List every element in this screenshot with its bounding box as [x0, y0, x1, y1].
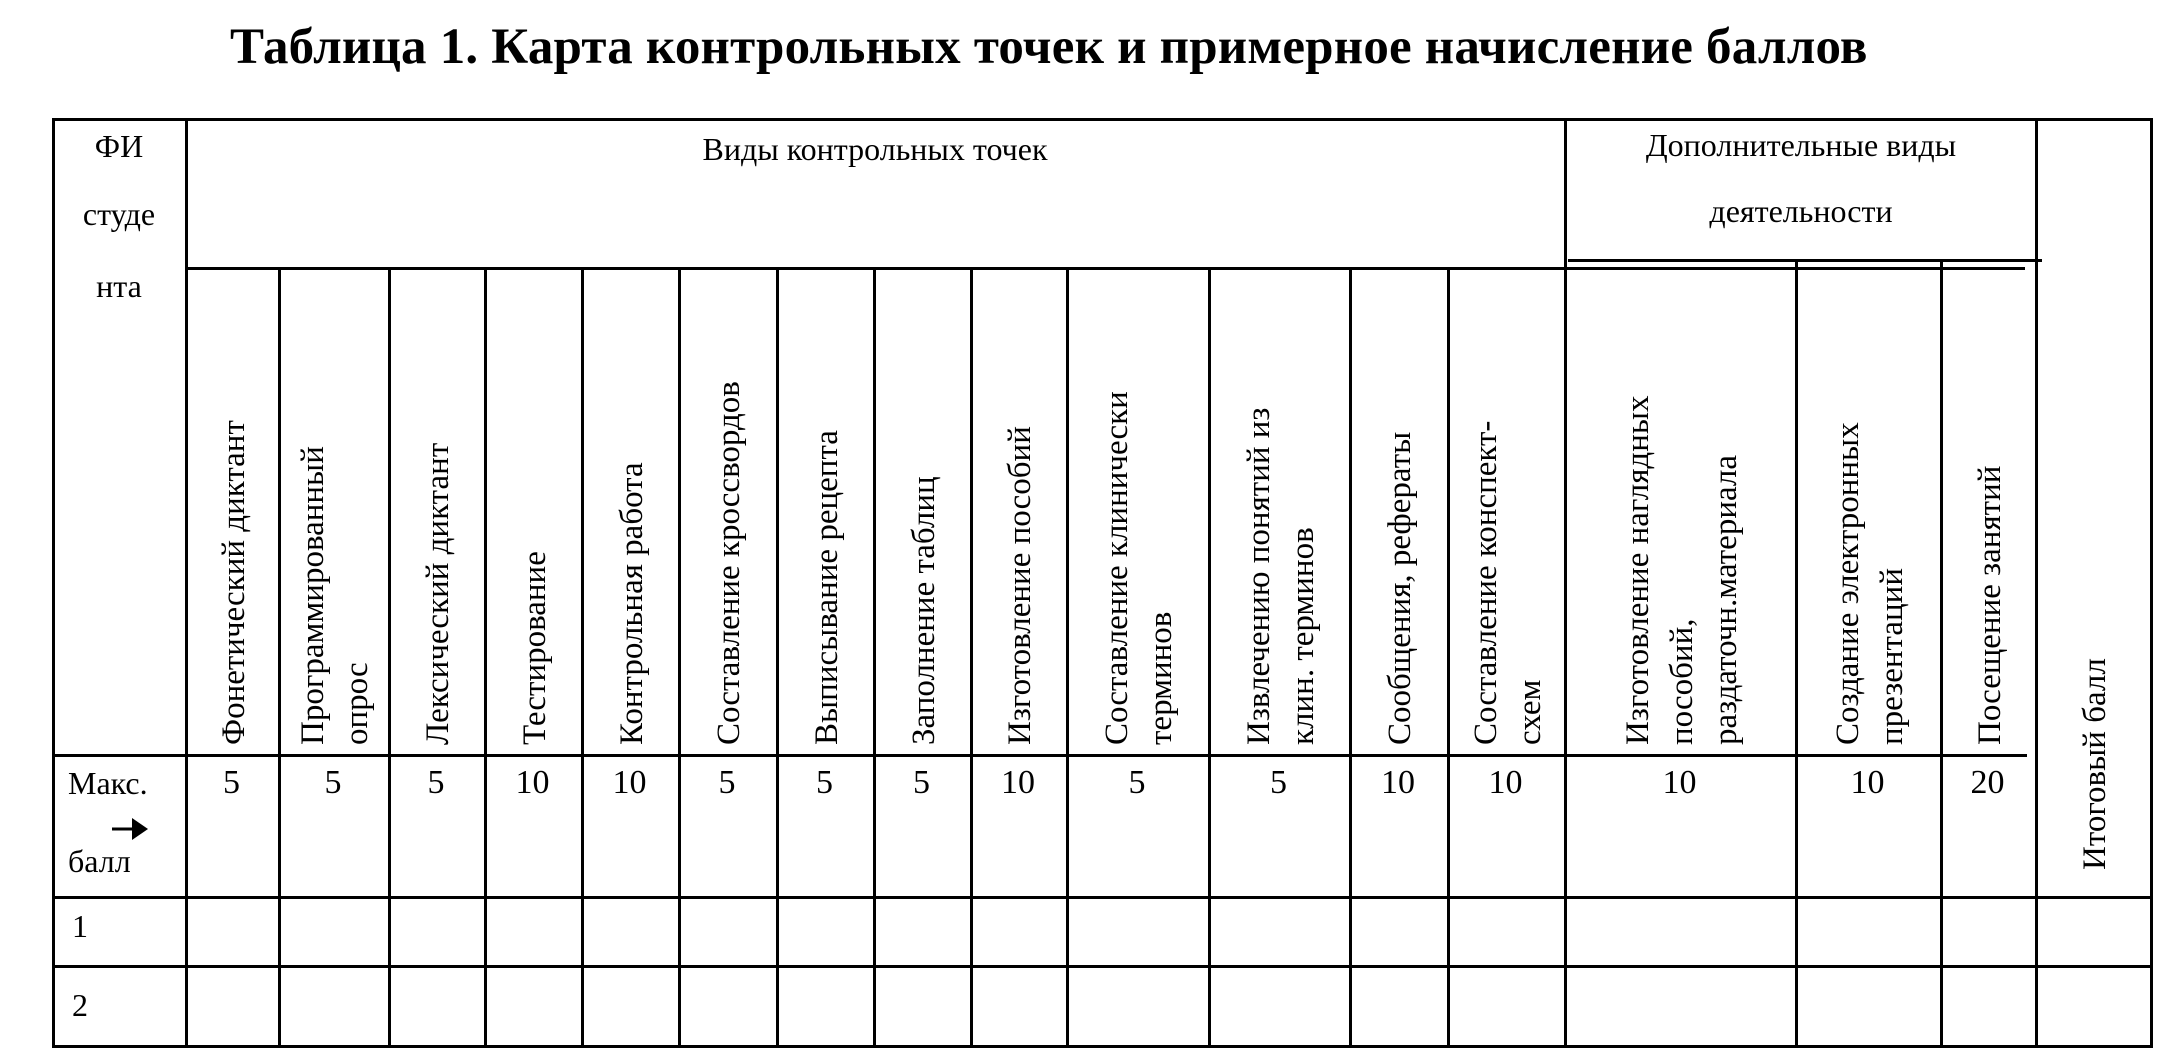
column-header-13-line-1: Составление конспект-	[1467, 420, 1504, 745]
column-header-3-line-1: Лексический диктант	[420, 442, 456, 745]
max-score-value-12: 10	[1381, 764, 1415, 801]
column-header-6-line-1: Составление кроссвордов	[711, 381, 747, 745]
max-score-value-16: 20	[1970, 764, 2005, 801]
max-score-value-4: 10	[515, 764, 550, 801]
column-header-10-line-1: Составление клинически	[1099, 391, 1135, 745]
arrow-right-icon	[110, 815, 150, 843]
max-score-label-line-2: балл	[68, 843, 131, 879]
max-score-value-3: 5	[427, 764, 445, 801]
row-number-1: 1	[72, 908, 88, 944]
column-header-11-line-1: Извлечению понятий из	[1240, 407, 1277, 745]
table-title: Таблица 1. Карта контрольных точек и примерное начисление баллов	[230, 19, 1868, 75]
column-header-14-line-3: раздаточн.материала	[1707, 454, 1744, 745]
column-header-2-line-2: опрос	[339, 662, 375, 745]
column-header-7-line-1: Выписывание рецепта	[808, 430, 845, 745]
column-header-8-line-1: Заполнение таблиц	[905, 476, 942, 745]
column-header-14-line-2: пособий,	[1663, 618, 1700, 745]
extra-activities-header-line-1: Дополнительные виды	[1645, 127, 1957, 163]
max-score-value-11: 5	[1270, 764, 1287, 801]
max-score-value-13: 10	[1488, 764, 1523, 801]
column-header-13-line-2: схем	[1511, 679, 1548, 745]
max-score-value-2: 5	[324, 764, 342, 801]
max-score-value-9: 10	[1001, 764, 1035, 801]
max-score-value-8: 5	[913, 764, 930, 801]
column-header-11-line-2: клин. терминов	[1284, 527, 1321, 745]
total-score-header: Итоговый балл	[2077, 658, 2113, 870]
column-header-5-line-1: Контрольная работа	[613, 462, 650, 745]
max-score-value-7: 5	[816, 764, 833, 801]
control-points-group-header: Виды контрольных точек	[702, 131, 1048, 167]
student-header-line-2: студе	[82, 196, 156, 232]
column-header-15-line-2: презентаций	[1873, 567, 1910, 745]
column-header-9-line-1: Изготовление пособий	[1002, 426, 1038, 745]
max-score-value-14: 10	[1662, 764, 1697, 801]
max-score-value-5: 10	[612, 764, 647, 801]
max-score-value-15: 10	[1850, 764, 1885, 801]
column-header-15-line-1: Создание электронных	[1829, 422, 1866, 745]
student-header-line-3: нта	[96, 268, 142, 304]
max-score-value-1: 5	[223, 764, 240, 801]
column-header-1-line-1: Фонетический диктант	[215, 420, 252, 745]
column-header-4-line-1: Тестирование	[516, 551, 553, 745]
column-header-12-line-1: Сообщения, рефераты	[1382, 431, 1418, 745]
max-score-label-line-1: Макс.	[68, 765, 148, 801]
row-number-2: 2	[72, 987, 88, 1023]
column-header-10-line-2: терминов	[1143, 611, 1179, 745]
column-header-2-line-1: Программированный	[295, 446, 331, 745]
student-header-line-1: ФИ	[94, 128, 144, 164]
max-score-value-6: 5	[718, 764, 736, 801]
max-score-value-10: 5	[1128, 764, 1146, 801]
extra-activities-header-line-2: деятельности	[1709, 193, 1893, 229]
column-header-14-line-1: Изготовление наглядных	[1619, 395, 1656, 745]
column-header-16-line-1: Посещение занятий	[1971, 465, 2008, 745]
